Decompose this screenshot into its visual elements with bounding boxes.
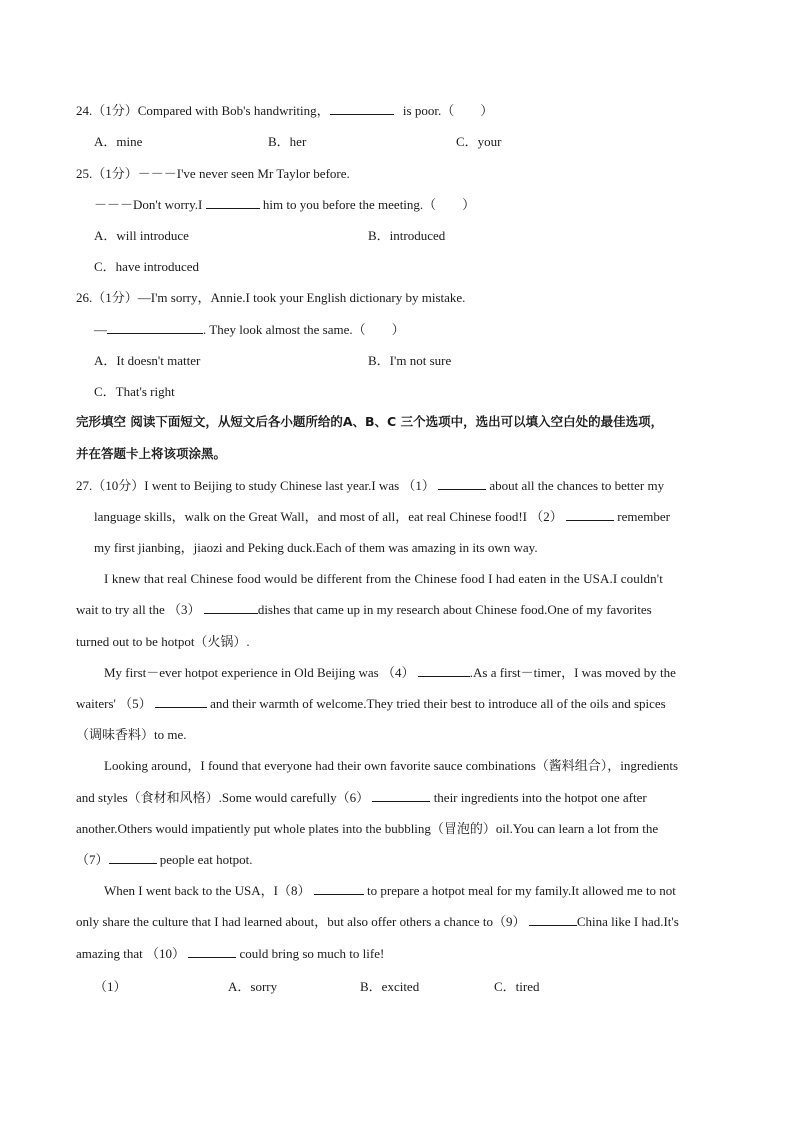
- q24-option-b[interactable]: B．her: [268, 134, 307, 149]
- q27-text: about all the chances to better my: [489, 478, 665, 493]
- q26-option-b[interactable]: B．I'm not sure: [368, 353, 452, 368]
- q27-para3-line3: （调味香料）to me.: [76, 727, 187, 742]
- q27-text: remember: [617, 509, 670, 524]
- cloze-instructions-line2: 并在答题卡上将该项涂黑。: [76, 446, 227, 461]
- q27-blank-4[interactable]: [418, 664, 470, 677]
- q27-text: waiters' （5）: [76, 696, 152, 711]
- q24-stem-tail: is poor.（ ）: [399, 103, 494, 118]
- q27-para5-line3: [76, 945, 384, 963]
- q27-text: and their warmth of welcome.They tried their best to introduce all of the oils and spices: [210, 696, 666, 711]
- q27-text: （7）: [76, 852, 109, 867]
- q27-blank-3[interactable]: [204, 601, 258, 614]
- q25-reply: [94, 196, 475, 214]
- q27-text: only share the culture that I had learned about，but also offer others a chance to（9）: [76, 914, 526, 929]
- q27-para2-line1: I knew that real Chinese food would be different from the Chinese food I had eaten in the USA.I couldn't: [104, 571, 663, 586]
- q26-stem: 26.（1分）—I'm sorry，Annie.I took your English dictionary by mistake.: [76, 290, 466, 305]
- q25-option-c[interactable]: C．have introduced: [94, 259, 200, 274]
- q26-reply-tail: . They look almost the same.（ ）: [203, 322, 405, 337]
- q26-option-a[interactable]: A．It doesn't matter: [94, 353, 201, 368]
- q27-text: dishes that came up in my research about Chinese food.One of my favorites: [257, 602, 652, 617]
- q27-text: My first－ever hotpot experience in Old Beijing was （4）: [104, 665, 415, 680]
- q25-answer-blank[interactable]: [206, 196, 260, 209]
- q27-para2-line2: [76, 601, 652, 619]
- q24-answer-blank[interactable]: [330, 102, 394, 115]
- q27-para1-line2: [94, 508, 718, 526]
- q27-blank-5[interactable]: [155, 695, 207, 708]
- q24-stem: [76, 102, 493, 120]
- q27-text: people eat hotpot.: [159, 852, 253, 867]
- q27-blank-1[interactable]: [438, 477, 486, 490]
- q27-blank-2[interactable]: [566, 508, 614, 521]
- q24-stem-text: 24.（1分）Compared with Bob's handwriting，: [76, 103, 330, 118]
- q25-reply-text: －－－Don't worry.I: [94, 197, 203, 212]
- q27-blank-6[interactable]: [372, 789, 430, 802]
- q27-sub1-option-a[interactable]: A．sorry: [228, 979, 278, 994]
- q25-option-a[interactable]: A．will introduce: [94, 228, 189, 243]
- q27-para4-line1: Looking around，I found that everyone had their own favorite sauce combinations（酱料组合），ingredients: [104, 758, 679, 773]
- q27-text: and styles（食材和风格）.Some would carefully（6）: [76, 790, 370, 805]
- q26-reply: [94, 321, 405, 339]
- cloze-instructions-line1: 完形填空 阅读下面短文，从短文后各小题所给的A、B、C 三个选项中，选出可以填入空白处的最佳选项，: [76, 414, 664, 429]
- q27-text: 27.（10分）I went to Beijing to study Chinese last year.I was （1）: [76, 478, 435, 493]
- q24-option-a[interactable]: A．mine: [94, 134, 143, 149]
- q27-sub1-option-c[interactable]: C．tired: [494, 979, 540, 994]
- q27-para4-line3: another.Others would impatiently put whole plates into the bubbling（冒泡的）oil.You can learn a lot from the: [76, 821, 659, 836]
- q27-blank-10[interactable]: [188, 945, 236, 958]
- q27-text: their ingredients into the hotpot one after: [433, 790, 647, 805]
- q27-text: to prepare a hotpot meal for my family.It allowed me to not: [367, 883, 676, 898]
- q27-sub1-option-b[interactable]: B．excited: [360, 979, 420, 994]
- q27-para1-line1: [76, 477, 718, 495]
- q27-para5-line2: [76, 913, 679, 931]
- q25-stem: 25.（1分）－－－I've never seen Mr Taylor before.: [76, 166, 350, 181]
- q27-para1-line3: my first jianbing，jiaozi and Peking duck.Each of them was amazing in its own way.: [94, 540, 538, 555]
- q27-text: .As a first－timer，I was moved by the: [469, 665, 676, 680]
- q27-blank-8[interactable]: [314, 882, 364, 895]
- q27-blank-7[interactable]: [109, 851, 157, 864]
- q26-option-c[interactable]: C．That's right: [94, 384, 175, 399]
- q27-para3-line2: [76, 695, 666, 713]
- q24-option-c[interactable]: C．your: [456, 134, 502, 149]
- q27-para2-line3: turned out to be hotpot（火锅）.: [76, 634, 250, 649]
- q25-reply-tail: him to you before the meeting.（ ）: [262, 197, 476, 212]
- q27-para5-line1: [104, 882, 676, 900]
- q27-sub1-label: （1）: [94, 979, 127, 994]
- q27-text: When I went back to the USA，I（8）: [104, 883, 311, 898]
- q26-reply-dash: —: [94, 322, 107, 337]
- q27-text: China like I had.It's: [576, 914, 679, 929]
- q27-text: wait to try all the （3）: [76, 602, 201, 617]
- q27-blank-9[interactable]: [529, 913, 577, 926]
- q27-para3-line1: [104, 664, 676, 682]
- q27-para4-line2: [76, 789, 647, 807]
- q25-option-b[interactable]: B．introduced: [368, 228, 446, 243]
- q27-text: amazing that （10）: [76, 946, 186, 961]
- q27-para4-line4: [76, 851, 253, 869]
- q26-answer-blank[interactable]: [107, 321, 203, 334]
- q27-text: could bring so much to life!: [239, 946, 385, 961]
- q27-text: language skills，walk on the Great Wall，and most of all，eat real Chinese food!I （2）: [94, 509, 563, 524]
